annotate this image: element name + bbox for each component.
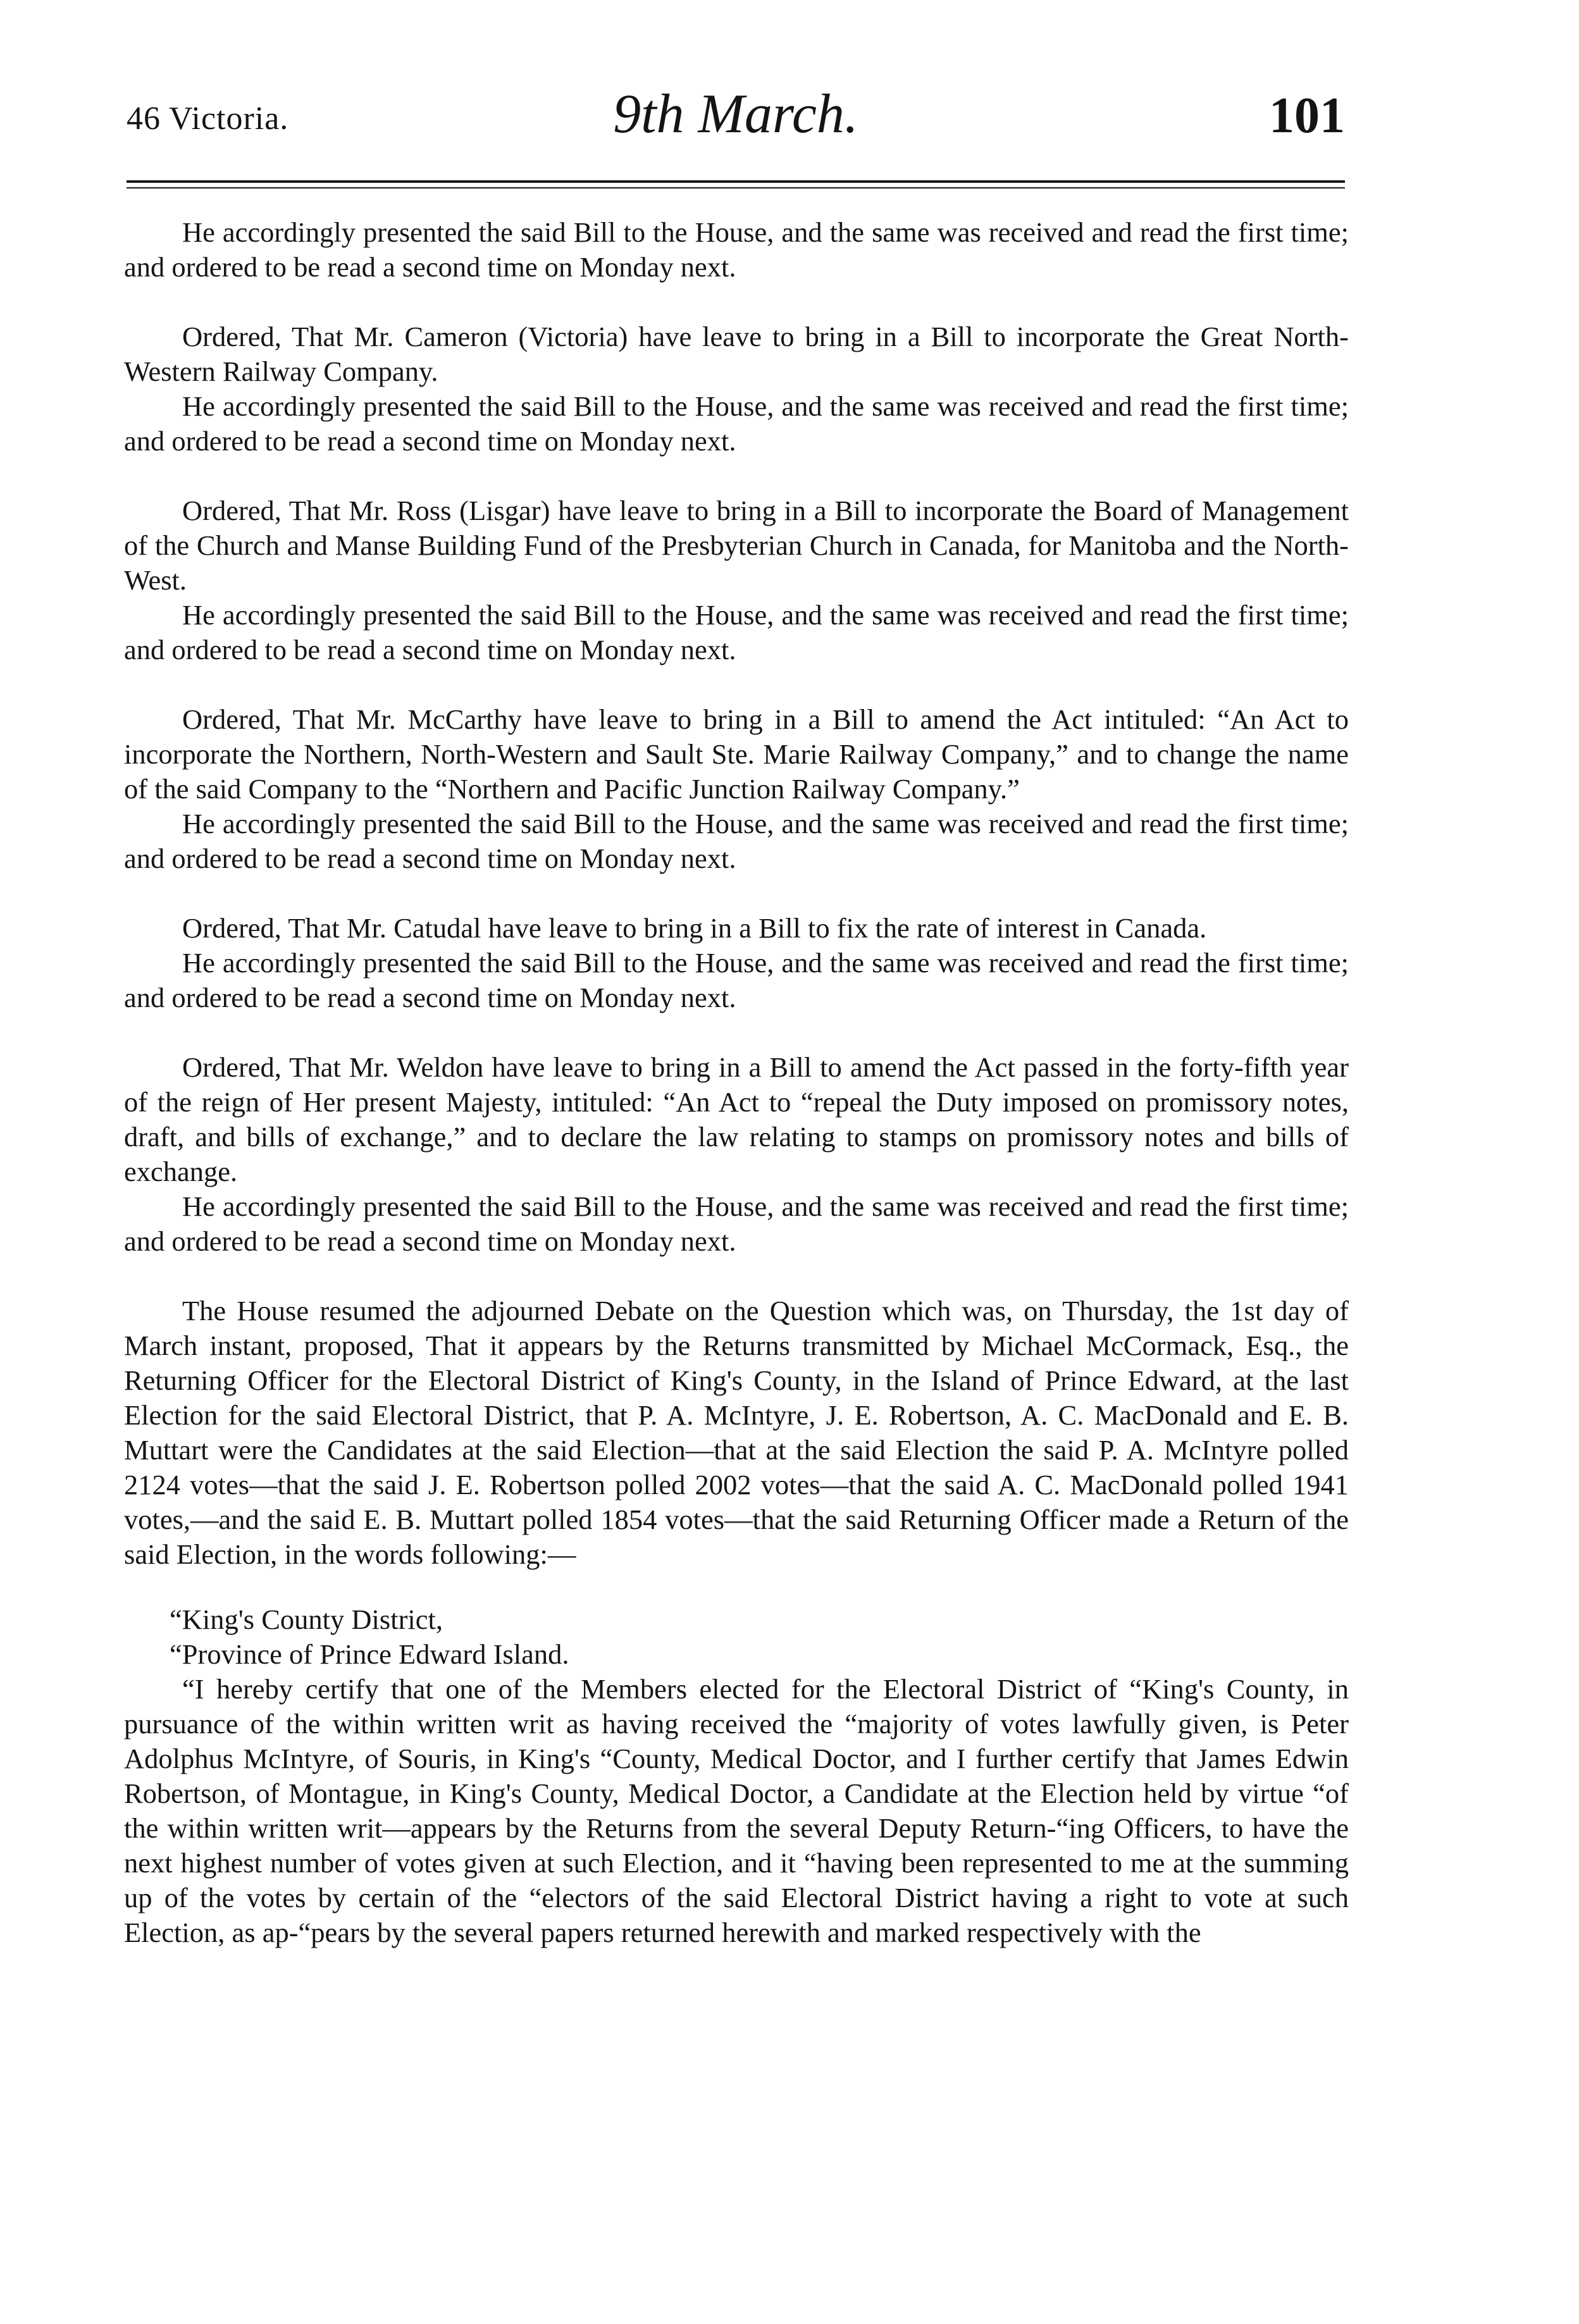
paragraph: He accordingly presented the said Bill to the House, and the same was received and read the first time; and ordered to be read a second time on Monday next. [124,599,1349,665]
section-weldon-bill [124,1050,1349,1259]
section-cameron-bill [124,319,1349,459]
paragraph: Ordered, That Mr. Cameron (Victoria) have leave to bring in a Bill to incorporate the Great North-Western Railway Company. [124,321,1349,387]
paragraph: He accordingly presented the said Bill to the House, and the same was received and read the first time; and ordered to be read a second time on Monday next. [124,808,1349,874]
certificate-text: “I hereby certify that one of the Members elected for the Electoral District of “King's County, in pursuance of the within written writ as having received the “majority of votes lawfully given, is Peter Adolphus McIntyre, of Souris, in King's “County, Medical Doctor, and I further certify that James Edwin Robertson, of Montague, in King's County, Medical Doctor, a Candidate at the Election held by virtue “of the within written writ—appears by the Returns from the several Deputy Return-“ing Officers, to have the next highest number of votes given at such Election, and it “having been represented to me at the summing up of the votes by certain of the “electors of the said Electoral District having a right to vote at such Election, as ap-“pears by the several papers returned herewith and marked respectively with the [124,1673,1349,1948]
regnal-year: 46 Victoria. [127,101,289,137]
section-ross-bill [124,493,1349,667]
paragraph: He accordingly presented the said Bill to the House, and the same was received and read the first time; and ordered to be read a second time on Monday next. [124,390,1349,457]
section-mccarthy-bill [124,702,1349,876]
paragraph: Ordered, That Mr. Ross (Lisgar) have leave to bring in a Bill to incorporate the Board of Management of the Church and Manse Building Fund of the Presbyterian Church in Canada, for Manitoba and the North-West. [124,495,1349,596]
page-header [127,82,1345,152]
paragraph: He accordingly presented the said Bill to the House, and the same was received and read the first time; and ordered to be read a second time on Monday next. [124,947,1349,1013]
address-line: “Province of Prince Edward Island. [170,1638,569,1670]
section-adjourned-debate [124,1294,1349,1572]
paragraph: Ordered, That Mr. McCarthy have leave to bring in a Bill to amend the Act intituled: “An Act to incorporate the Northern, North-Western and Sault Ste. Marie Railway Company,” and to change the name of the said Company to the “Northern and Pacific Junction Railway Company.” [124,703,1349,805]
section-first-bill [124,215,1349,285]
paragraph: Ordered, That Mr. Weldon have leave to bring in a Bill to amend the Act passed in the forty-fifth year of the reign of Her present Majesty, intituled: “An Act to “repeal the Duty imposed on promissory notes, draft, and bills of exchange,” and to declare the law relating to stamps on promissory notes and bills of exchange. [124,1051,1349,1187]
return-address [170,1602,1349,1672]
paragraph: Ordered, That Mr. Catudal have leave to bring in a Bill to fix the rate of interest in Canada. [182,912,1207,944]
page-number: 101 [1269,88,1345,144]
header-rule-thick [127,180,1345,183]
paragraph: He accordingly presented the said Bill to the House, and the same was received and read the first time; and ordered to be read a second time on Monday next. [124,1190,1349,1257]
header-rule-thin [127,187,1345,189]
paragraph: The House resumed the adjourned Debate on the Question which was, on Thursday, the 1st day of March instant, proposed, That it appears by the Returns transmitted by Michael McCormack, Esq., the Returning Officer for the Electoral District of King's County, in the Island of Prince Edward, at the last Election for the said Electoral District, that P. A. McIntyre, J. E. Robertson, A. C. MacDonald and E. B. Muttart were the Candidates at the said Election—that at the said Election the said P. A. McIntyre polled 2124 votes—that the said J. E. Robertson polled 2002 votes—that the said A. C. MacDonald polled 1941 votes,—and the said E. B. Muttart polled 1854 votes—that the said Returning Officer made a Return of the said Election, in the words following:— [124,1295,1349,1570]
page-date: 9th March. [613,83,858,145]
address-line: “King's County District, [170,1604,443,1635]
paragraph: He accordingly presented the said Bill to the House, and the same was received and read the first time; and ordered to be read a second time on Monday next. [124,216,1349,283]
section-catudal-bill [124,911,1349,1015]
page-body [124,215,1349,1950]
